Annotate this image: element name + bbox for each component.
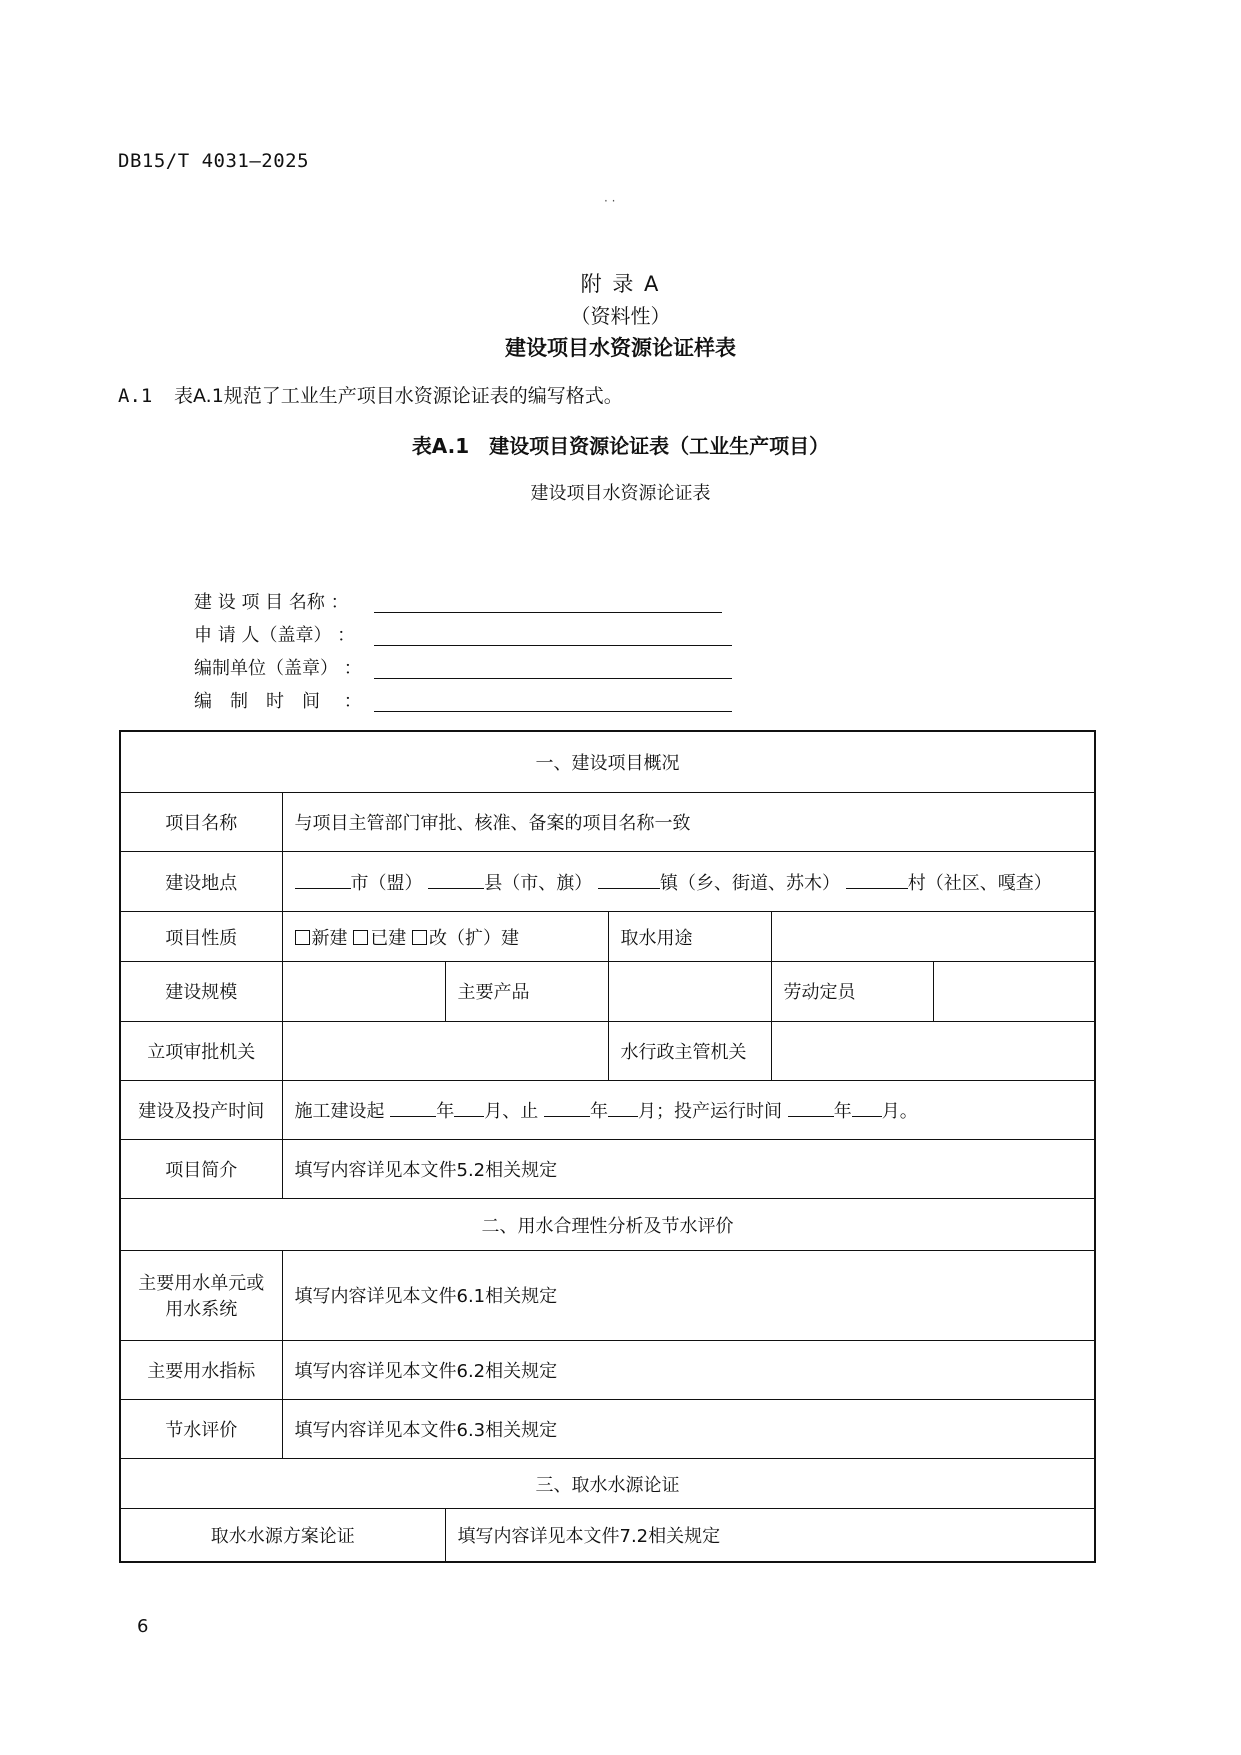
option-expand: 改（扩）建 bbox=[428, 927, 519, 949]
cover-label: 申 请 人（盖章） ： bbox=[194, 625, 356, 646]
option-built: 已建 bbox=[370, 927, 407, 949]
clause-a1 bbox=[118, 381, 623, 408]
table-row bbox=[120, 912, 1095, 962]
end-year-blank[interactable] bbox=[544, 1102, 590, 1117]
form-title: 建设项目水资源论证表 bbox=[530, 483, 711, 504]
location-value[interactable] bbox=[282, 851, 1095, 911]
schedule-end: 月。 bbox=[881, 1100, 918, 1122]
village-suffix: 村（社区、嘎查） bbox=[907, 872, 1052, 894]
table-row bbox=[120, 1509, 1095, 1562]
assessment-form-table bbox=[119, 730, 1096, 1563]
start-month-blank[interactable] bbox=[454, 1102, 484, 1117]
units-label bbox=[120, 1251, 282, 1340]
water-authority-value[interactable] bbox=[771, 1021, 1095, 1080]
schedule-semi: 月；投产运行时间 bbox=[637, 1100, 782, 1122]
cover-label: 编 制 时 间 ： bbox=[194, 691, 362, 712]
table-row bbox=[120, 962, 1095, 1021]
standard-code: DB15/T 4031—2025 bbox=[118, 150, 310, 172]
section-heading: 二、用水合理性分析及节水评价 bbox=[120, 1199, 1095, 1251]
units-value[interactable]: 填写内容详见本文件6.1相关规定 bbox=[282, 1251, 1095, 1340]
applicant-input-line[interactable] bbox=[374, 645, 732, 646]
product-label: 主要产品 bbox=[445, 962, 608, 1021]
end-month-blank[interactable] bbox=[608, 1102, 638, 1117]
year-unit: 年 bbox=[589, 1100, 608, 1122]
page-number: 6 bbox=[137, 1616, 149, 1637]
water-use-value[interactable] bbox=[771, 912, 1095, 962]
table-row bbox=[120, 1080, 1095, 1139]
table-row bbox=[120, 1021, 1095, 1080]
saving-label: 节水评价 bbox=[120, 1399, 282, 1458]
section-heading: 一、建设项目概况 bbox=[120, 731, 1095, 792]
project-name-label: 项目名称 bbox=[120, 792, 282, 851]
village-blank[interactable] bbox=[846, 874, 908, 889]
town-blank[interactable] bbox=[598, 874, 660, 889]
index-label: 主要用水指标 bbox=[120, 1340, 282, 1399]
cover-label: 编制单位（盖章） ： bbox=[194, 658, 362, 679]
section-row bbox=[120, 731, 1095, 792]
city-blank[interactable] bbox=[295, 874, 351, 889]
staff-value[interactable] bbox=[933, 962, 1095, 1021]
source-label: 取水水源方案论证 bbox=[120, 1509, 445, 1562]
table-row bbox=[120, 851, 1095, 911]
year-unit: 年 bbox=[436, 1100, 455, 1122]
project-name-value[interactable]: 与项目主管部门审批、核准、备案的项目名称一致 bbox=[282, 792, 1095, 851]
county-blank[interactable] bbox=[428, 874, 484, 889]
start-year-blank[interactable] bbox=[390, 1102, 436, 1117]
location-label: 建设地点 bbox=[120, 851, 282, 911]
table-row bbox=[120, 1399, 1095, 1458]
intro-label: 项目简介 bbox=[120, 1139, 282, 1198]
intro-value[interactable]: 填写内容详见本文件5.2相关规定 bbox=[282, 1139, 1095, 1198]
units-label-line2: 用水系统 bbox=[165, 1299, 238, 1321]
op-year-blank[interactable] bbox=[788, 1102, 834, 1117]
op-month-blank[interactable] bbox=[852, 1102, 882, 1117]
appendix-title: 附 录 A bbox=[580, 272, 661, 296]
source-value[interactable]: 填写内容详见本文件7.2相关规定 bbox=[445, 1509, 1095, 1562]
new-checkbox[interactable] bbox=[295, 930, 310, 945]
schedule-sep: 月、止 bbox=[484, 1100, 539, 1122]
water-authority-label: 水行政主管机关 bbox=[608, 1021, 771, 1080]
product-value[interactable] bbox=[608, 962, 771, 1021]
schedule-label: 建设及投产时间 bbox=[120, 1080, 282, 1139]
expand-checkbox[interactable] bbox=[412, 930, 427, 945]
city-suffix: 市（盟） bbox=[350, 872, 423, 894]
units-label-line1: 主要用水单元或 bbox=[138, 1273, 265, 1295]
approval-value[interactable] bbox=[282, 1021, 608, 1080]
staff-label: 劳动定员 bbox=[771, 962, 933, 1021]
saving-value[interactable]: 填写内容详见本文件6.3相关规定 bbox=[282, 1399, 1095, 1458]
date-input-line[interactable] bbox=[374, 711, 732, 712]
cover-label: 建 设 项 目 名称 ： bbox=[194, 592, 349, 613]
appendix-type: （资料性） bbox=[570, 304, 671, 328]
town-suffix: 镇（乡、街道、苏木） bbox=[659, 872, 840, 894]
table-row bbox=[120, 1340, 1095, 1399]
scale-label: 建设规模 bbox=[120, 962, 282, 1021]
table-row bbox=[120, 1139, 1095, 1198]
built-checkbox[interactable] bbox=[353, 930, 368, 945]
index-value[interactable]: 填写内容详见本文件6.2相关规定 bbox=[282, 1340, 1095, 1399]
section-row bbox=[120, 1199, 1095, 1251]
compiler-input-line[interactable] bbox=[374, 678, 732, 679]
clause-number: A.1 bbox=[118, 385, 153, 407]
county-suffix: 县（市、旗） bbox=[484, 872, 593, 894]
appendix-name: 建设项目水资源论证样表 bbox=[505, 336, 736, 360]
schedule-value[interactable] bbox=[282, 1080, 1095, 1139]
year-unit: 年 bbox=[833, 1100, 852, 1122]
option-new: 新建 bbox=[311, 927, 348, 949]
section-row bbox=[120, 1459, 1095, 1509]
water-use-label: 取水用途 bbox=[608, 912, 771, 962]
section-heading: 三、取水水源论证 bbox=[120, 1459, 1095, 1509]
table-row bbox=[120, 792, 1095, 851]
scan-dots: · · bbox=[604, 194, 616, 208]
project-name-input-line[interactable] bbox=[374, 612, 722, 613]
clause-text: 表A.1规范了工业生产项目水资源论证表的编写格式。 bbox=[174, 385, 623, 407]
scale-value[interactable] bbox=[282, 962, 445, 1021]
nature-label: 项目性质 bbox=[120, 912, 282, 962]
nature-options bbox=[282, 912, 608, 962]
schedule-start: 施工建设起 bbox=[294, 1100, 385, 1122]
table-row bbox=[120, 1251, 1095, 1340]
approval-label: 立项审批机关 bbox=[120, 1021, 282, 1080]
table-caption: 表A.1 建设项目资源论证表（工业生产项目） bbox=[411, 434, 830, 458]
